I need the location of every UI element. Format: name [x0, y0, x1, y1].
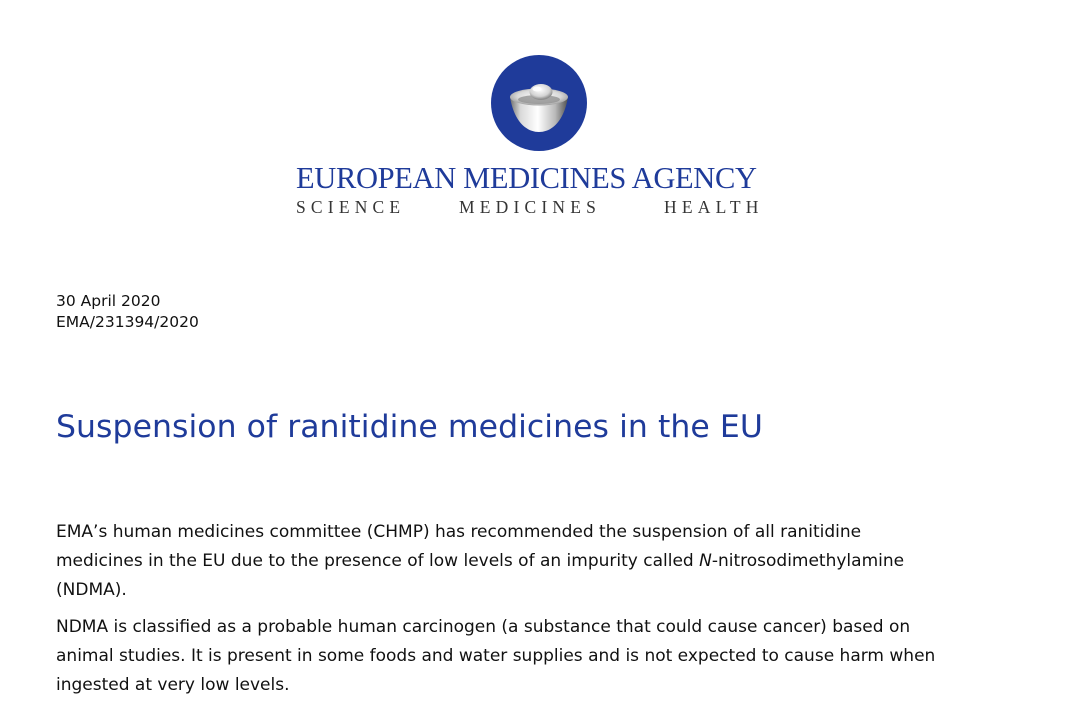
logo-pill-highlight: [533, 87, 542, 92]
paragraph-1-line-2-before-italic: medicines in the EU due to the presence of low levels of an impurity called: [56, 551, 700, 571]
document-title: Suspension of ranitidine medicines in the EU: [56, 409, 763, 445]
agency-tagline: [296, 196, 796, 218]
paragraph-1-line-1: EMA’s human medicines committee (CHMP) has recommended the suspension of all ranitidine: [56, 522, 862, 542]
logo-pill-shape: [530, 84, 553, 100]
paragraph-chmp-recommendation: [56, 518, 1040, 605]
paragraph-2-line-1: NDMA is classified as a probable human carcinogen (a substance that could cause cancer) based on: [56, 617, 911, 637]
paragraph-1-line-2-after-italic: -nitrosodimethylamine: [711, 551, 905, 571]
paragraph-2-line-2: animal studies. It is present in some foods and water supplies and is not expected to cause harm when: [56, 646, 936, 666]
paragraph-ndma-classification: [56, 613, 1040, 700]
paragraph-1-line-3: (NDMA).: [56, 580, 127, 600]
ema-logo: [0, 54, 1080, 224]
document-metadata: [56, 291, 199, 333]
tagline-medicines: MEDICINES: [459, 197, 602, 217]
ema-logo-icon: [490, 54, 588, 152]
tagline-science: SCIENCE: [296, 197, 406, 217]
tagline-health: HEALTH: [664, 197, 764, 217]
document-body: [56, 518, 1040, 700]
paragraph-2-line-3: ingested at very low levels.: [56, 675, 290, 695]
agency-name: EUROPEAN MEDICINES AGENCY: [296, 161, 757, 195]
paragraph-1-italic-n: N: [699, 551, 712, 571]
document-reference: EMA/231394/2020: [56, 313, 199, 331]
document-date: 30 April 2020: [56, 292, 161, 310]
